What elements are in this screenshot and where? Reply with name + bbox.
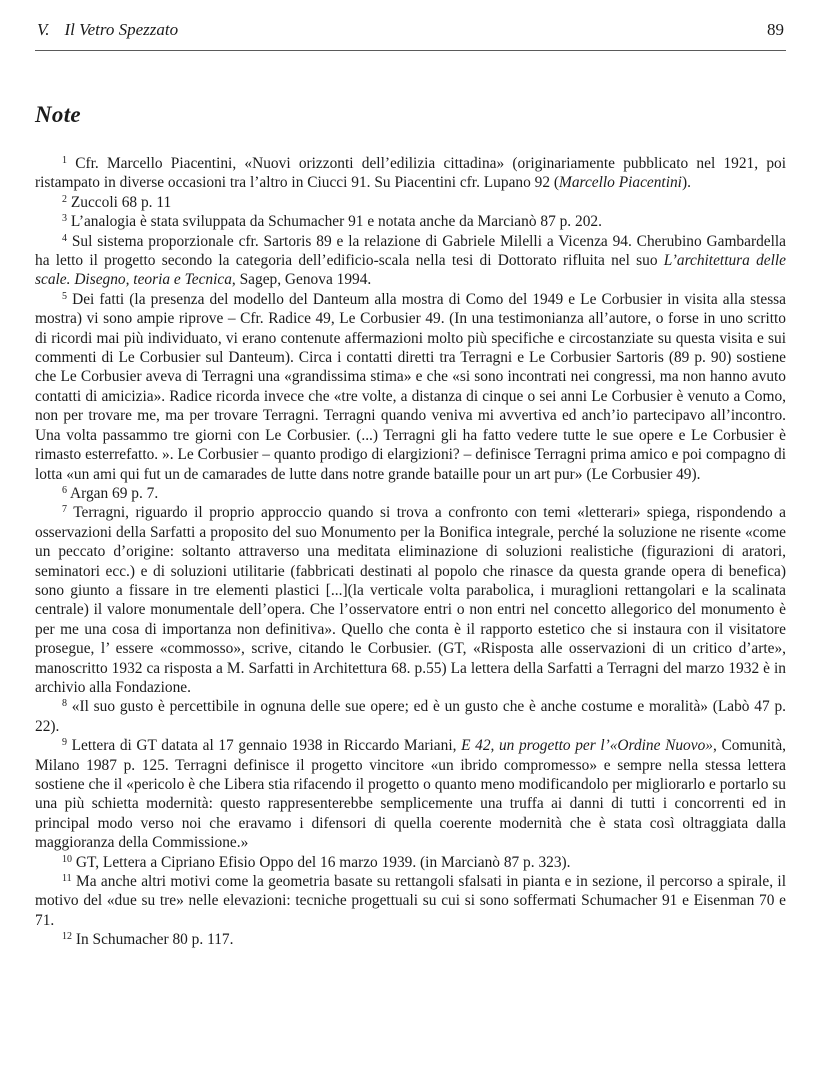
footnote-number: 10 — [62, 853, 72, 865]
footnote — [35, 697, 786, 736]
footnote-text: , Sagep, Genova 1994. — [231, 271, 372, 289]
footnote — [35, 503, 786, 697]
footnote-text: Dei fatti (la presenza del modello del Danteum alla mostra di Como del 1949 e Le Corbusier in visita alla stessa mostra) vi sono ampie riprove – Cfr. Radice 49, Le Corbusier 49. (In una testimonianza all’autore, o forse in uno scritto di ricordi mai più individuato, vi erano contenute affermazioni molto più specifiche e circostanziate su questa visita e sui commenti di Le Corbusier sul Danteum). Circa i contatti diretti tra Terragni e Le Corbusier Sartoris (89 p. 90) sostiene che Le Corbusier aveva di Terragni una «grandissima stima» e che «si sono incontrati nei congressi, ma non hanno avuto contatti di amicizia». Radice ricorda invece che «tre volte, a distanza di cinque o sei anni Le Corbusier è venuto a Como, non per trovare me, ma per trovare Terragni. Terragni quando veniva mi avvertiva ed anch’io partecipavo all’incontro. Una volta passammo tre giorni con Le Corbusier. (...) Terragni gli ha fatto vedere tutte le sue opere e Le Corbusier è rimasto esterrefatto. ». Le Corbusier – quanto prodigo di elargizioni? – definisce Terragni prima amico e poi compagno di lotta «un ami qui fut un de camarades de lutte dans notre grande bataille pour un art pur» (Le Corbusier 49). — [35, 290, 786, 483]
footnote-text: GT, Lettera a Cipriano Efisio Oppo del 16 marzo 1939. (in Marcianò 87 p. 323). — [75, 853, 571, 871]
footnote-text: L’analogia è stata sviluppata da Schumacher 91 e notata anche da Marcianò 87 p. 202. — [70, 213, 602, 231]
footnote — [35, 930, 786, 949]
footnote-text: Lettera di GT datata al 17 gennaio 1938 in Riccardo Mariani, — [71, 737, 462, 755]
footnote-number: 5 — [62, 290, 67, 302]
footnote-number: 8 — [62, 698, 67, 710]
footnote — [35, 853, 786, 872]
footnote-text: Terragni, riguardo il proprio approccio quando si trova a confronto con temi «letterari» spiega, rispondendo a osservazioni della Sarfatti a proposito del suo Monumento per la Bonifica integrale, perché la soluzione ne risente «come un peccato d’origine: soltanto attraverso una meditata eliminazione di soluzioni realistiche (figurazioni di aratori, seminatori ecc.) e di soluzioni utilitarie (fabbricati destinati al popolo che rinasce da questa grande opera di benefica) sono giunto a fissare in tre elementi plastici [...](la verticale volta parabolica, i muraglioni rettangolari e la scalinata centrale) il valore monumentale dell’opera. Che l’osservatore entri o non entri nel concetto allegorico del monumento è per me una cosa di importanza non definitiva». Quello che conta è il rapporto estetico che si instaura con il visitatore prosegue, l’ essere «commosso», scrive, citando le Corbusier. (GT, «Risposta alle osservazioni di un critico d’arte», manoscritto 1932 ca risposta a M. Sarfatti in Architettura 68. p.55) La lettera della Sarfatti a Terragni del marzo 1932 è in archivio alla Fondazione. — [35, 504, 786, 696]
page-number: 89 — [767, 20, 784, 39]
page-header — [35, 20, 786, 40]
footnote-text-italic: E 42, un progetto per l’«Ordine Nuovo» — [461, 737, 713, 755]
footnote-number: 12 — [62, 931, 72, 943]
footnote-text: Argan 69 p. 7. — [70, 484, 159, 502]
footnotes-list — [35, 154, 786, 950]
footnote-text: Ma anche altri motivi come la geometria basate su rettangoli sfalsati in pianta e in sezione, il percorso a spirale, il motivo del «due su tre» nelle elevazioni: tecniche progettuali su cui si sono soffermati Schumacher 91 e Eisenman 70 e 71. — [35, 873, 786, 929]
footnote-number: 4 — [62, 232, 67, 244]
footnote — [35, 736, 786, 852]
footnote — [35, 154, 786, 193]
footnote-text: Cfr. Marcello Piacentini, «Nuovi orizzonti dell’edilizia cittadina» (originariamente pubblicato nel 1921, poi ristampato in diverse occasioni tra l’altro in Ciucci 91. Su Piacentini cfr. Lupano 92 ( — [35, 155, 786, 192]
footnote — [35, 290, 786, 484]
footnote-number: 11 — [62, 873, 72, 885]
footnote-text: Zuccoli 68 p. 11 — [70, 193, 172, 211]
footnote-text-italic: Marcello Piacentini — [559, 174, 682, 192]
footnote — [35, 212, 786, 231]
footnote-number: 6 — [62, 484, 67, 496]
footnote-number: 3 — [62, 213, 67, 225]
footnote-number: 9 — [62, 737, 67, 749]
header-rule — [35, 50, 786, 51]
footnote-text: , Comunità, Milano 1987 p. 125. Terragni definisce il progetto vincitore «un ibrido compromesso» e sempre nella stessa lettera sostiene che il «pericolo è che Libera stia rifacendo il progetto o quanto meno modificandolo per migliorarlo e portarlo su una più schietta modernità: questo rappresenterebbe semplicemente una truffa ai danni di tutti i concorrenti ed in principal modo verso noi che eravamo i difensori di quella coerente modernità che è stata così oltraggiata dalla maggioranza della Commissione.» — [35, 737, 786, 852]
footnote-text: In Schumacher 80 p. 117. — [75, 931, 234, 949]
footnote-number: 1 — [62, 155, 67, 166]
footnote-text: Sul sistema proporzionale cfr. Sartoris 89 e la relazione di Gabriele Milelli a Vicenza 94. Cherubino Gambardella ha letto il progetto secondo la categoria dell’edificio-scala nella tesi di Dottorato rifluita nel suo — [35, 232, 786, 270]
footnote-text: ). — [681, 174, 691, 192]
footnote — [35, 232, 786, 290]
running-title — [37, 20, 178, 40]
footnote-text-italic: L’architettura delle scale. Disegno, teoria e Tecnica — [35, 252, 787, 289]
footnote — [35, 484, 786, 503]
chapter-number: V. — [37, 20, 50, 39]
chapter-title: Il Vetro Spezzato — [64, 20, 179, 39]
footnote — [35, 872, 786, 930]
footnote-number: 2 — [62, 193, 67, 205]
section-title-note: Note — [35, 102, 81, 127]
footnote-number: 7 — [62, 504, 67, 516]
footnote — [35, 193, 786, 212]
footnote-text: «Il suo gusto è percettibile in ognuna delle sue opere; ed è un gusto che è anche costume e moralità» (Labò 47 p. 22). — [35, 698, 787, 735]
